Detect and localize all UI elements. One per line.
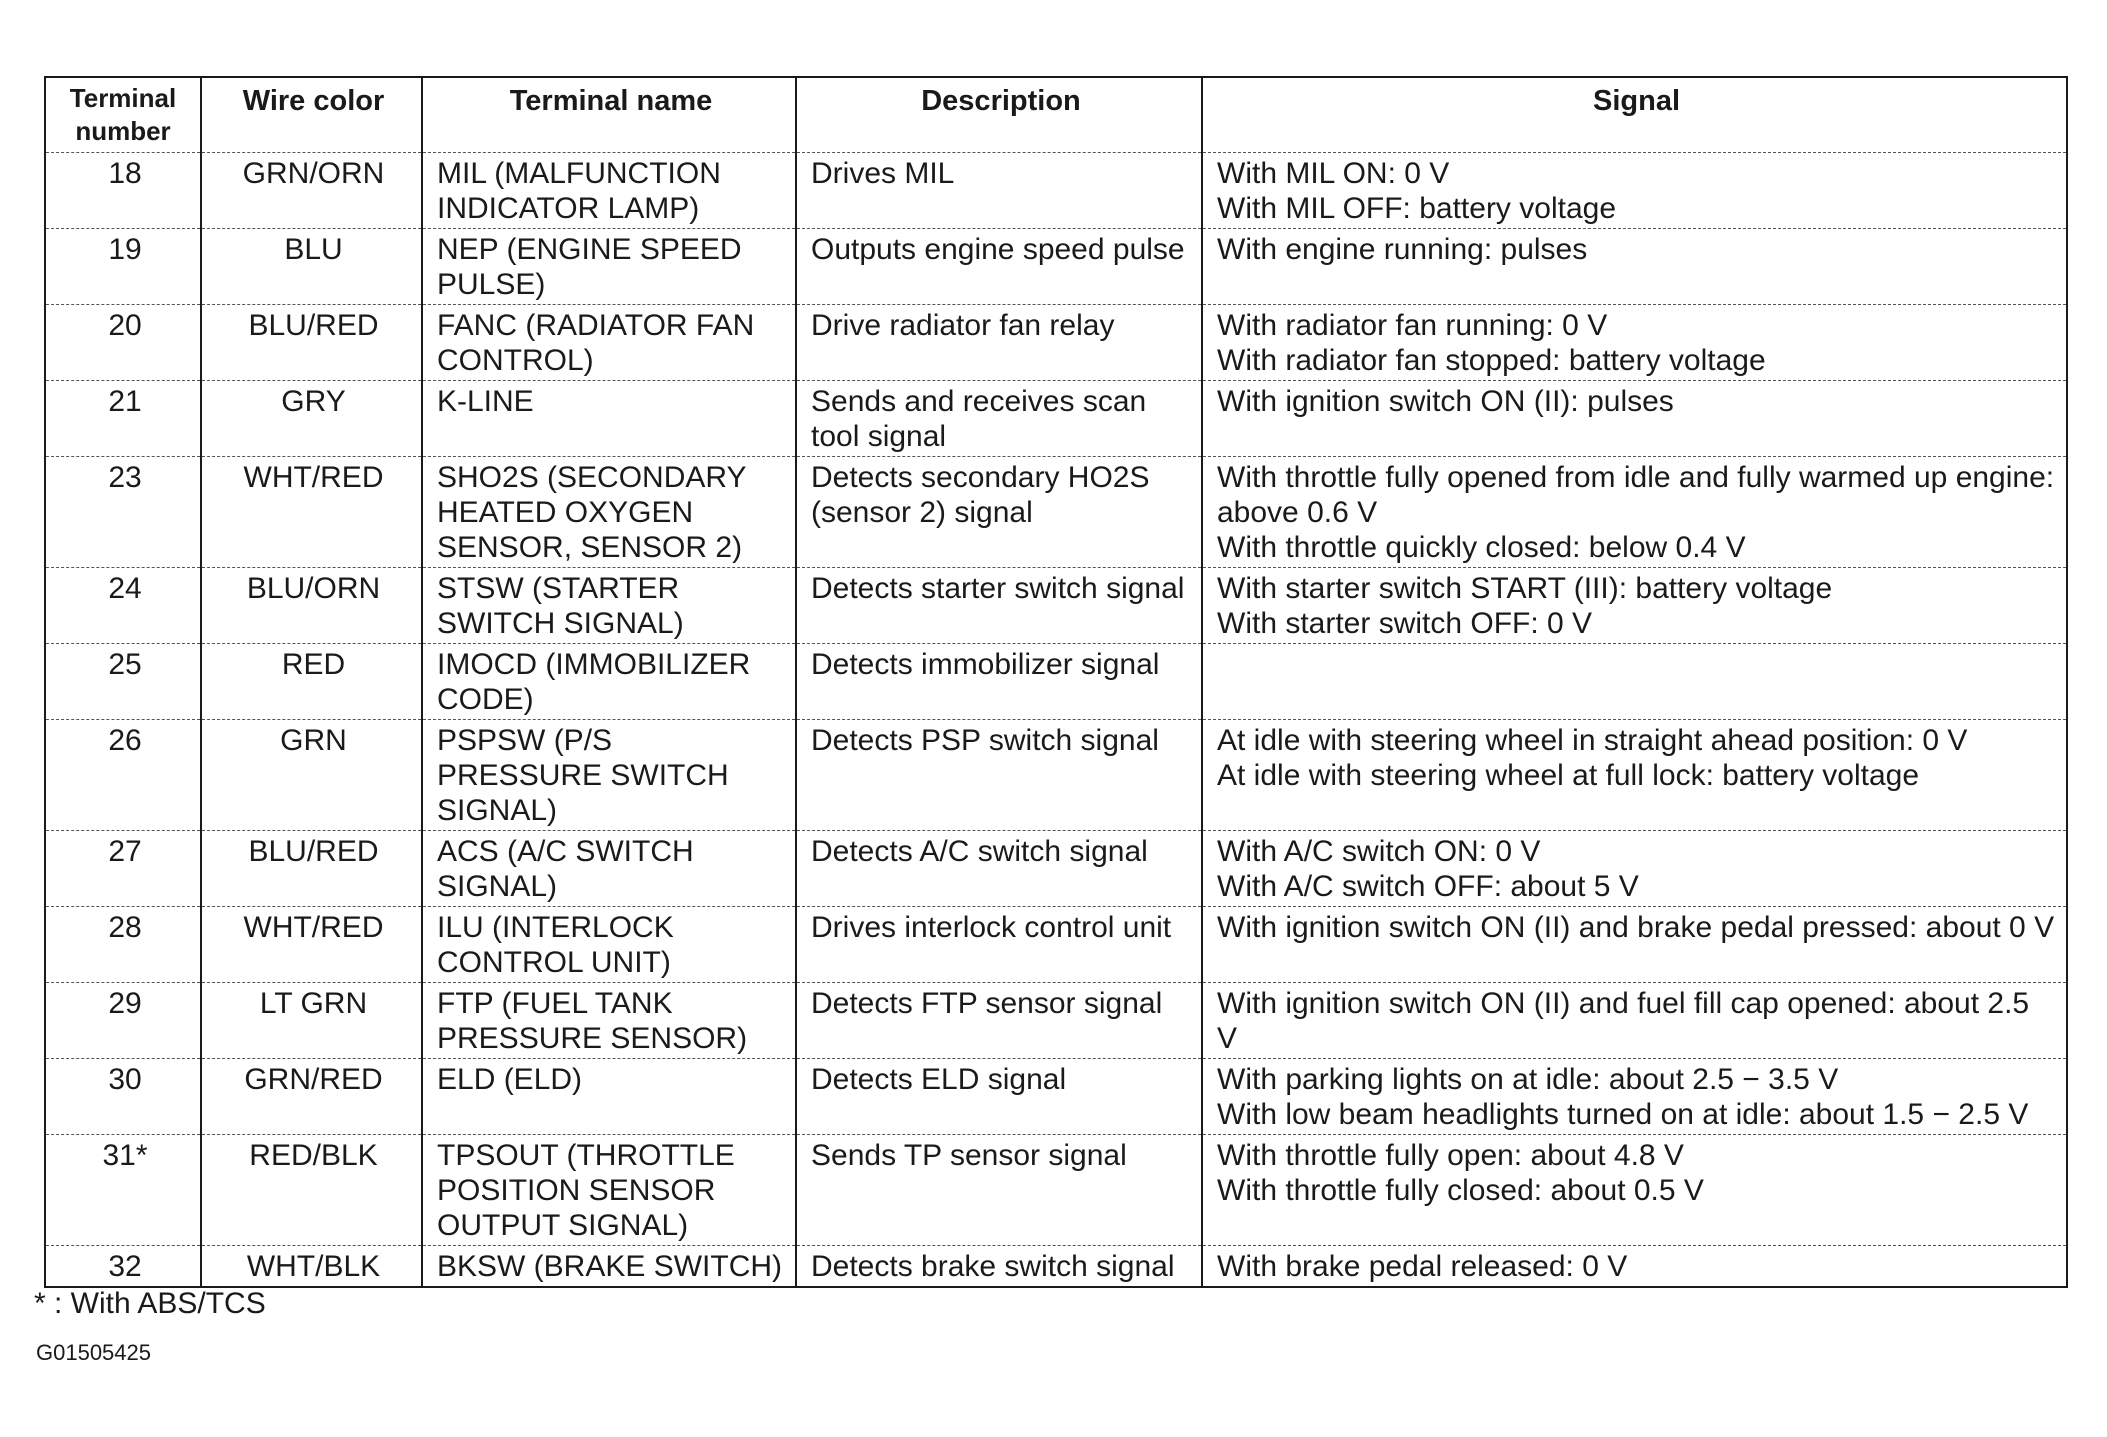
- table-row: [45, 1246, 2067, 1288]
- cell-description: Detects brake switch signal: [796, 1246, 1202, 1288]
- cell-signal: [1202, 568, 2067, 644]
- cell-terminal-number: 28: [45, 907, 201, 983]
- table-header-row: [45, 77, 2067, 153]
- cell-terminal-name: PSPSW (P/S PRESSURE SWITCH SIGNAL): [422, 720, 796, 831]
- cell-terminal-number: 19: [45, 229, 201, 305]
- table-row: [45, 720, 2067, 831]
- cell-wire-color: BLU/RED: [201, 831, 422, 907]
- cell-description: Detects immobilizer signal: [796, 644, 1202, 720]
- cell-signal: [1202, 381, 2067, 457]
- cell-signal: [1202, 831, 2067, 907]
- cell-terminal-number: 29: [45, 983, 201, 1059]
- cell-signal: [1202, 1135, 2067, 1246]
- signal-line: With throttle fully closed: about 0.5 V: [1217, 1174, 1704, 1207]
- cell-terminal-name: FTP (FUEL TANK PRESSURE SENSOR): [422, 983, 796, 1059]
- cell-terminal-name: MIL (MALFUNCTION INDICATOR LAMP): [422, 153, 796, 229]
- cell-description: Sends and receives scan tool signal: [796, 381, 1202, 457]
- cell-wire-color: GRN/RED: [201, 1059, 422, 1135]
- signal-line: With ignition switch ON (II) and fuel fill cap opened: about 2.5 V: [1217, 987, 2030, 1055]
- signal-line: At idle with steering wheel at full lock: battery voltage: [1217, 759, 1920, 792]
- signal-line: With low beam headlights turned on at idle: about 1.5 − 2.5 V: [1217, 1098, 2029, 1131]
- table-row: [45, 229, 2067, 305]
- cell-terminal-number: 23: [45, 457, 201, 568]
- cell-signal: [1202, 907, 2067, 983]
- table-row: [45, 457, 2067, 568]
- header-terminal-number: Terminal number: [45, 77, 201, 153]
- signal-line: With A/C switch ON: 0 V: [1217, 835, 1541, 868]
- cell-signal: [1202, 1059, 2067, 1135]
- cell-wire-color: WHT/RED: [201, 907, 422, 983]
- table-row: [45, 1059, 2067, 1135]
- cell-terminal-number: 31*: [45, 1135, 201, 1246]
- cell-terminal-number: 32: [45, 1246, 201, 1288]
- table-row: [45, 1135, 2067, 1246]
- header-description: Description: [796, 77, 1202, 153]
- cell-signal: [1202, 1246, 2067, 1288]
- cell-description: Drives MIL: [796, 153, 1202, 229]
- signal-line: With A/C switch OFF: about 5 V: [1217, 870, 1639, 903]
- cell-signal: [1202, 644, 2067, 720]
- signal-line: With MIL OFF: battery voltage: [1217, 192, 1617, 225]
- cell-signal: [1202, 153, 2067, 229]
- cell-wire-color: WHT/RED: [201, 457, 422, 568]
- signal-line: With throttle fully open: about 4.8 V: [1217, 1139, 1684, 1172]
- signal-line: With engine running: pulses: [1217, 233, 1588, 266]
- signal-line: With parking lights on at idle: about 2.5 − 3.5 V: [1217, 1063, 1839, 1096]
- header-terminal-name: Terminal name: [422, 77, 796, 153]
- table-row: [45, 983, 2067, 1059]
- footnote: * : With ABS/TCS: [34, 1287, 266, 1320]
- terminal-table-wrapper: [44, 76, 2066, 1288]
- cell-description: Detects A/C switch signal: [796, 831, 1202, 907]
- signal-line: With starter switch START (III): battery voltage: [1217, 572, 1833, 605]
- cell-wire-color: WHT/BLK: [201, 1246, 422, 1288]
- table-body: [45, 153, 2067, 1288]
- signal-line: With MIL ON: 0 V: [1217, 157, 1450, 190]
- figure-id: G01505425: [36, 1340, 151, 1365]
- cell-wire-color: BLU/ORN: [201, 568, 422, 644]
- cell-signal: [1202, 229, 2067, 305]
- cell-terminal-name: K-LINE: [422, 381, 796, 457]
- signal-line: At idle with steering wheel in straight ahead position: 0 V: [1217, 724, 1968, 757]
- cell-terminal-number: 26: [45, 720, 201, 831]
- signal-line: With brake pedal released: 0 V: [1217, 1250, 1628, 1283]
- header-signal: Signal: [1202, 77, 2067, 153]
- cell-description: Drives interlock control unit: [796, 907, 1202, 983]
- cell-description: Detects PSP switch signal: [796, 720, 1202, 831]
- cell-terminal-name: IMOCD (IMMOBILIZER CODE): [422, 644, 796, 720]
- cell-terminal-name: TPSOUT (THROTTLE POSITION SENSOR OUTPUT SIGNAL): [422, 1135, 796, 1246]
- cell-terminal-name: SHO2S (SECONDARY HEATED OXYGEN SENSOR, SENSOR 2): [422, 457, 796, 568]
- cell-description: Detects ELD signal: [796, 1059, 1202, 1135]
- table-row: [45, 568, 2067, 644]
- cell-description: Drive radiator fan relay: [796, 305, 1202, 381]
- cell-wire-color: GRN: [201, 720, 422, 831]
- cell-wire-color: BLU/RED: [201, 305, 422, 381]
- cell-signal: [1202, 305, 2067, 381]
- table-row: [45, 907, 2067, 983]
- signal-line: With starter switch OFF: 0 V: [1217, 607, 1593, 640]
- table-row: [45, 381, 2067, 457]
- cell-wire-color: GRY: [201, 381, 422, 457]
- cell-wire-color: RED/BLK: [201, 1135, 422, 1246]
- cell-description: Outputs engine speed pulse: [796, 229, 1202, 305]
- table-row: [45, 305, 2067, 381]
- cell-wire-color: LT GRN: [201, 983, 422, 1059]
- terminal-table: [44, 76, 2068, 1288]
- cell-terminal-name: ACS (A/C SWITCH SIGNAL): [422, 831, 796, 907]
- cell-description: Detects FTP sensor signal: [796, 983, 1202, 1059]
- cell-description: Detects starter switch signal: [796, 568, 1202, 644]
- cell-terminal-number: 24: [45, 568, 201, 644]
- cell-terminal-name: FANC (RADIATOR FAN CONTROL): [422, 305, 796, 381]
- cell-wire-color: BLU: [201, 229, 422, 305]
- table-row: [45, 153, 2067, 229]
- cell-description: Detects secondary HO2S (sensor 2) signal: [796, 457, 1202, 568]
- cell-terminal-name: BKSW (BRAKE SWITCH): [422, 1246, 796, 1288]
- cell-terminal-number: 21: [45, 381, 201, 457]
- signal-line: With radiator fan running: 0 V: [1217, 309, 1608, 342]
- signal-line: With throttle fully opened from idle and fully warmed up engine: above 0.6 V: [1217, 461, 2055, 529]
- signal-line: With ignition switch ON (II): pulses: [1217, 385, 1674, 418]
- cell-terminal-number: 30: [45, 1059, 201, 1135]
- cell-terminal-number: 20: [45, 305, 201, 381]
- cell-terminal-name: NEP (ENGINE SPEED PULSE): [422, 229, 796, 305]
- cell-description: Sends TP sensor signal: [796, 1135, 1202, 1246]
- table-row: [45, 831, 2067, 907]
- cell-signal: [1202, 457, 2067, 568]
- cell-terminal-number: 18: [45, 153, 201, 229]
- cell-wire-color: RED: [201, 644, 422, 720]
- table-row: [45, 644, 2067, 720]
- cell-terminal-name: STSW (STARTER SWITCH SIGNAL): [422, 568, 796, 644]
- signal-line: With radiator fan stopped: battery voltage: [1217, 344, 1766, 377]
- cell-terminal-name: ELD (ELD): [422, 1059, 796, 1135]
- signal-line: With throttle quickly closed: below 0.4 V: [1217, 531, 1746, 564]
- cell-signal: [1202, 983, 2067, 1059]
- header-wire-color: Wire color: [201, 77, 422, 153]
- cell-terminal-number: 27: [45, 831, 201, 907]
- cell-terminal-name: ILU (INTERLOCK CONTROL UNIT): [422, 907, 796, 983]
- cell-signal: [1202, 720, 2067, 831]
- cell-wire-color: GRN/ORN: [201, 153, 422, 229]
- cell-terminal-number: 25: [45, 644, 201, 720]
- signal-line: With ignition switch ON (II) and brake pedal pressed: about 0 V: [1217, 911, 2055, 944]
